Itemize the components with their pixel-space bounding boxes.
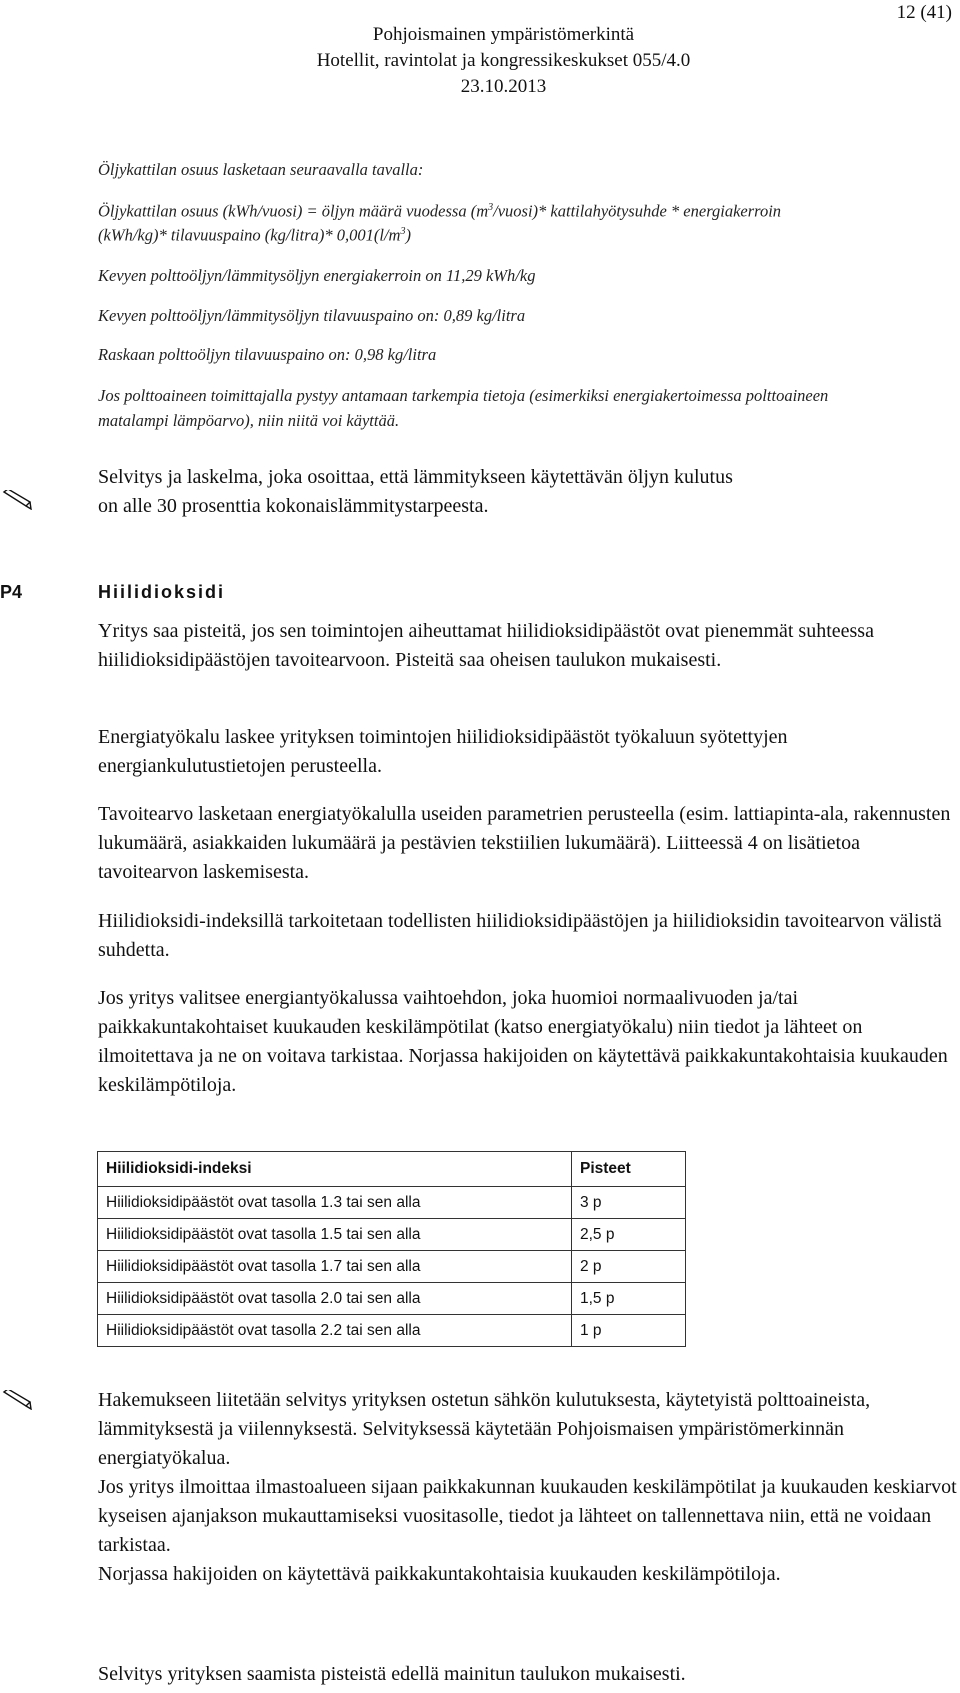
section-paragraph-4: Hiilidioksidi-indeksillä tarkoitetaan todellisten hiilidioksidipäästöjen ja hiilidioksidin tavoitearvon välistä suhdetta. xyxy=(98,910,942,961)
requirement-oil-line-1: Selvitys ja laskelma, joka osoittaa, että lämmitykseen käytettävän öljyn kulutus xyxy=(98,466,733,488)
table-cell-index: Hiilidioksidipäästöt ovat tasolla 2.0 tai sen alla xyxy=(98,1283,572,1315)
section-paragraph-3: Tavoitearvo lasketaan energiatyökalulla useiden parametrien perusteella (esim. lattiapinta-ala, rakennusten lukumäärä, asiakkaiden lukumäärä ja pestävien tekstiilien lukumäärä). Liitteessä 4 on lisätietoa tavoitearvon laskemisesta. xyxy=(98,803,951,883)
page-number: 12 (41) xyxy=(896,2,952,23)
light-oil-density-text: Kevyen polttoöljyn/lämmitysöljyn tilavuuspaino on: 0,89 kg/litra xyxy=(98,306,526,325)
table-cell-points: 1 p xyxy=(572,1315,686,1347)
table-cell-index: Hiilidioksidipäästöt ovat tasolla 1.5 tai sen alla xyxy=(98,1219,572,1251)
formula-intro: Öljykattilan osuus lasketaan seuraavalla tavalla: xyxy=(98,160,424,179)
header-subtitle: Hotellit, ravintolat ja kongressikeskukset 055/4.0 xyxy=(316,50,691,71)
table-cell-points: 2 p xyxy=(572,1251,686,1283)
requirement-paragraph-2: Jos yritys ilmoittaa ilmastoalueen sijaan paikkakunnan kuukauden keskilämpötilat ja kuukauden keskiarvot kyseisen ajanjakson mukauttamiseksi vuositasolle, tiedot ja lähteet on tallennettava niin, että ne voidaan tarkistaa. xyxy=(98,1476,957,1556)
header-title: Pohjoismainen ympäristömerkintä xyxy=(372,24,635,45)
document-header xyxy=(0,22,960,100)
table-row xyxy=(98,1315,686,1347)
table-row xyxy=(98,1251,686,1283)
table-cell-index: Hiilidioksidipäästöt ovat tasolla 1.7 tai sen alla xyxy=(98,1251,572,1283)
formula-line-2: (kWh/kg)* tilavuuspaino (kg/litra)* $0,001(l/m^3)$ xyxy=(98,225,411,245)
requirement-final-line: Selvitys yrityksen saamista pisteistä edellä mainitun taulukon mukaisesti. xyxy=(98,1663,686,1685)
points-table xyxy=(97,1151,686,1347)
supplier-note-line-2: matalampi lämpöarvo), niin niitä voi käyttää. xyxy=(98,411,400,430)
header-date: 23.10.2013 xyxy=(460,76,547,97)
requirement-energy-report xyxy=(98,1386,958,1589)
section-paragraph-1: Yritys saa pisteitä, jos sen toimintojen aiheuttamat hiilidioksidipäästöt ovat pienemmät suhteessa hiilidioksidipäästöjen tavoitearvoon. Pisteitä saa oheisen taulukon mukaisesti. xyxy=(98,620,874,671)
table-row xyxy=(98,1283,686,1315)
section-paragraph-2: Energiatyökalu laskee yrityksen toimintojen hiilidioksidipäästöt työkaluun syötettyjen energiankulutustietojen perusteella. xyxy=(98,726,788,777)
requirement-oil-share xyxy=(98,463,958,521)
requirement-paragraph-1: Hakemukseen liitetään selvitys yrityksen ostetun sähkön kulutuksesta, käytetyistä polttoaineista, lämmityksestä ja viilennyksestä. Selvityksessä käytetään Pohjoismaisen ympäristömerkinnän energiatyökalua. xyxy=(98,1389,871,1469)
table-row xyxy=(98,1187,686,1219)
pencil-icon xyxy=(2,1390,32,1410)
section-label: P4 xyxy=(0,582,23,602)
table-cell-index: Hiilidioksidipäästöt ovat tasolla 1.3 tai sen alla xyxy=(98,1187,572,1219)
table-cell-points: 1,5 p xyxy=(572,1283,686,1315)
pencil-icon xyxy=(2,490,32,510)
table-header-index: Hiilidioksidi-indeksi xyxy=(98,1152,572,1187)
table-header-row xyxy=(98,1152,686,1187)
section-paragraph-5: Jos yritys valitsee energiantyökalussa vaihtoehdon, joka huomioi normaalivuoden ja/tai paikkakuntakohtaiset kuukauden keskilämpötilat (katso energiatyökalu) niin tiedot ja lähteet on ilmoitettava ja ne on voitava tarkistaa. Norjassa hakijoiden on käytettävä paikkakuntakohtaisia kuukauden keskilämpötiloja. xyxy=(98,987,948,1096)
requirement-paragraph-3: Norjassa hakijoiden on käytettävä paikkakuntakohtaisia kuukauden keskilämpötiloja. xyxy=(98,1563,781,1585)
table-cell-points: 3 p xyxy=(572,1187,686,1219)
heavy-oil-density-text: Raskaan polttoöljyn tilavuuspaino on: 0,98 kg/litra xyxy=(98,345,437,364)
table-header-points: Pisteet xyxy=(572,1152,686,1187)
table-cell-index: Hiilidioksidipäästöt ovat tasolla 2.2 tai sen alla xyxy=(98,1315,572,1347)
table-cell-points: 2,5 p xyxy=(572,1219,686,1251)
supplier-note-line-1: Jos polttoaineen toimittajalla pystyy antamaan tarkempia tietoja (esimerkiksi energiakertoimessa polttoaineen xyxy=(98,386,829,405)
requirement-oil-line-2: on alle 30 prosenttia kokonaislämmitystarpeesta. xyxy=(98,495,489,517)
energy-factor-text: Kevyen polttoöljyn/lämmitysöljyn energiakerroin on 11,29 kWh/kg xyxy=(98,266,536,285)
formula-line-1: Öljykattilan osuus (kWh/vuosi) = öljyn määrä vuodessa $(m^3/vuosi)*$ kattilahyötysuhde * energiakerroin xyxy=(98,201,782,221)
section-title: Hiilidioksidi xyxy=(98,582,226,602)
table-row xyxy=(98,1219,686,1251)
